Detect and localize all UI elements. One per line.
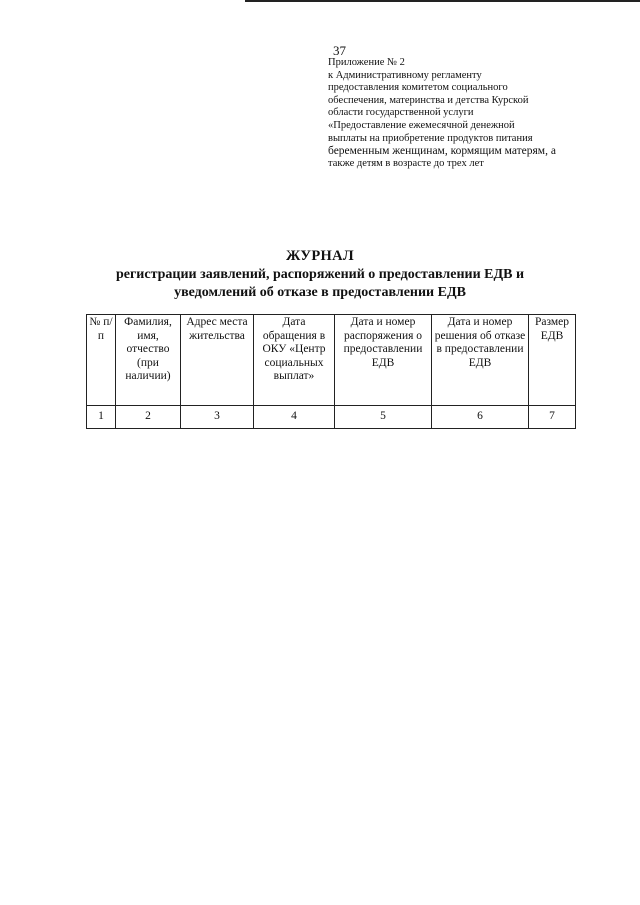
column-number-cell: 1 bbox=[87, 406, 116, 429]
page-number: 37 bbox=[333, 43, 346, 58]
appendix-line: предоставления комитетом социального bbox=[328, 82, 508, 94]
table-row bbox=[87, 406, 576, 429]
column-number-cell: 3 bbox=[181, 406, 254, 429]
column-number-cell: 4 bbox=[254, 406, 335, 429]
column-header-address: Адрес места жительства bbox=[181, 315, 254, 406]
appendix-block bbox=[328, 57, 578, 170]
subtitle-line: регистрации заявлений, распоряжений о предоставлении ЕДВ и bbox=[115, 267, 525, 282]
appendix-line: области государственной услуги bbox=[328, 107, 474, 119]
appendix-line: Приложение № 2 bbox=[328, 57, 405, 68]
column-header-refusal-date-number: Дата и номер решения об отказе в предоставлении ЕДВ bbox=[432, 315, 529, 406]
appendix-line: беременным женщинам, кормящим матерям, а bbox=[328, 145, 556, 158]
subtitle-line: уведомлений об отказе в предоставлении ЕДВ bbox=[174, 285, 466, 300]
appendix-line: «Предоставление ежемесячной денежной bbox=[328, 119, 515, 131]
column-number-cell: 5 bbox=[335, 406, 432, 429]
column-number-cell: 6 bbox=[432, 406, 529, 429]
column-number-cell: 7 bbox=[529, 406, 576, 429]
document-title: ЖУРНАЛ bbox=[286, 248, 354, 264]
document-subtitle bbox=[0, 266, 640, 302]
journal-table bbox=[86, 314, 576, 429]
column-header-order-date-number: Дата и номер распоряжения о предоставлении ЕДВ bbox=[335, 315, 432, 406]
top-border-line bbox=[245, 0, 640, 2]
column-header-full-name: Фамилия, имя, отчество (при наличии) bbox=[116, 315, 181, 406]
appendix-line: также детям в возрасте до трех лет bbox=[328, 157, 484, 169]
table-header-row bbox=[87, 315, 576, 406]
column-header-edv-amount: Размер ЕДВ bbox=[529, 315, 576, 406]
appendix-line: к Административному регламенту bbox=[328, 69, 482, 81]
appendix-line: обеспечения, материнства и детства Курской bbox=[328, 94, 529, 106]
appendix-line: выплаты на приобретение продуктов питания bbox=[328, 132, 533, 144]
column-header-application-date: Дата обращения в ОКУ «Центр социальных выплат» bbox=[254, 315, 335, 406]
column-number-cell: 2 bbox=[116, 406, 181, 429]
column-header-number: № п/п bbox=[87, 315, 116, 406]
